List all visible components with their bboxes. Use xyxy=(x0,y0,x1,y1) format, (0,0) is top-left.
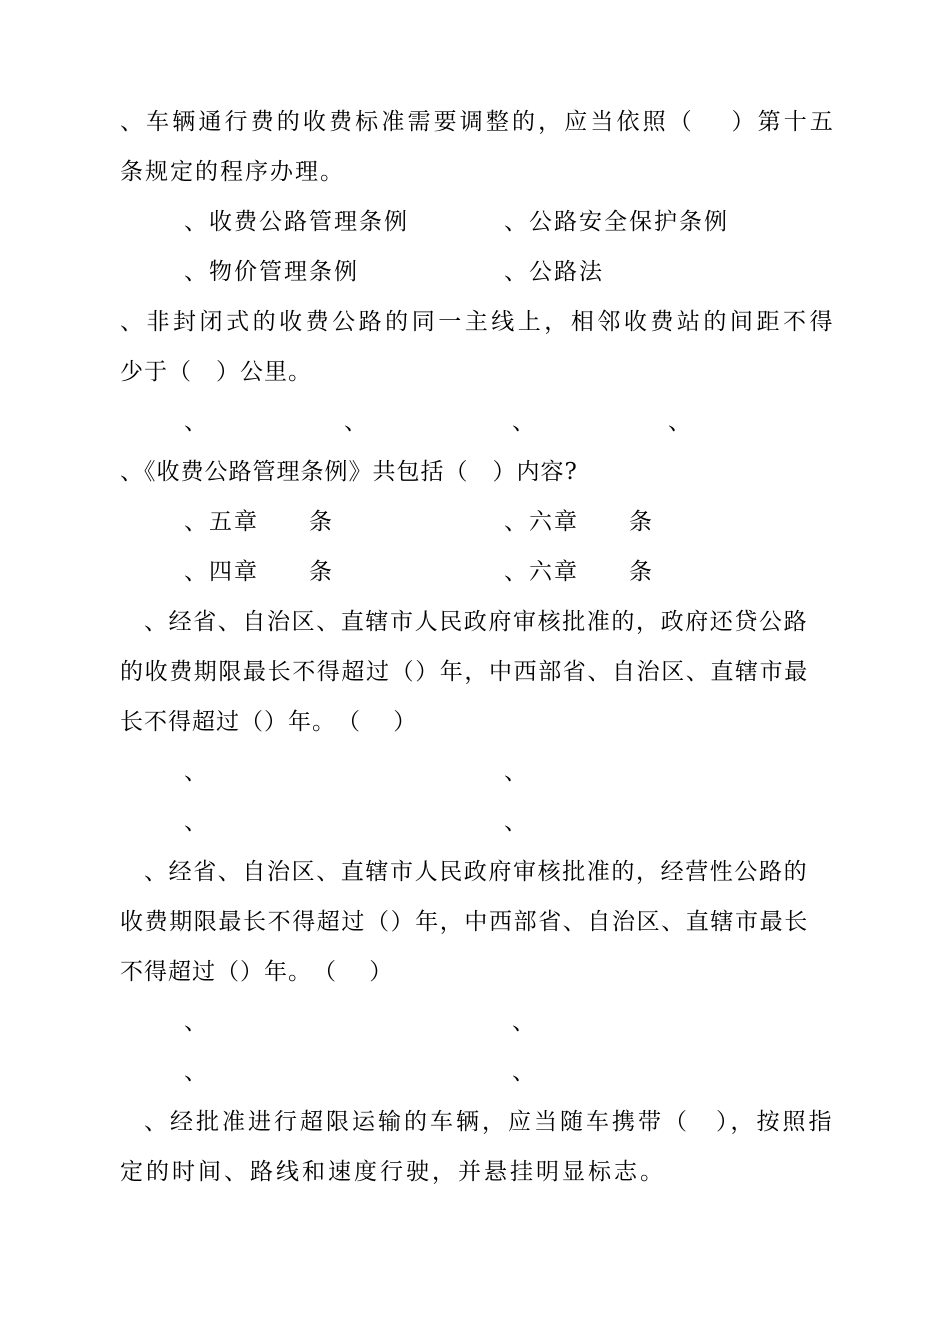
question-5-line-1: 、经省、自治区、直辖市人民政府审核批准的，经营性公路的 xyxy=(144,859,809,885)
question-4-line-3: 长不得超过（）年。 （ ） xyxy=(120,709,418,735)
question-1-option-c: 、物价管理条例 xyxy=(184,259,359,285)
question-5-option-b: 、 xyxy=(512,1009,537,1035)
question-1-line-2: 条规定的程序办理。 xyxy=(120,159,345,185)
question-1-option-d: 、公路法 xyxy=(504,259,604,285)
question-3-option-d: 、六章 条 xyxy=(504,559,654,585)
question-5-option-a: 、 xyxy=(184,1009,209,1035)
question-4-line-1: 、经省、自治区、直辖市人民政府审核批准的，政府还贷公路 xyxy=(144,609,809,635)
question-3-option-b: 、六章 条 xyxy=(504,509,654,535)
question-5-line-3: 不得超过（）年。 （ ） xyxy=(120,959,394,985)
question-4-option-d: 、 xyxy=(504,809,529,835)
question-3-option-a: 、五章 条 xyxy=(184,509,334,535)
question-2-option-b: 、 xyxy=(344,409,369,435)
question-2-option-a: 、 xyxy=(184,409,209,435)
question-5-option-d: 、 xyxy=(512,1059,537,1085)
question-4-line-2: 的收费期限最长不得超过（）年，中西部省、自治区、直辖市最 xyxy=(120,659,809,685)
question-2-option-d: 、 xyxy=(668,409,693,435)
question-6-line-2: 定的时间、路线和速度行驶，并悬挂明显标志。 xyxy=(120,1159,666,1185)
question-6-line-1: 、经批准进行超限运输的车辆，应当随车携带（ ），按照指 xyxy=(144,1109,835,1135)
question-2-line-2: 少于（ ）公里。 xyxy=(120,359,312,385)
question-4-option-c: 、 xyxy=(184,809,209,835)
question-5-option-c: 、 xyxy=(184,1059,209,1085)
question-1-line-1: 、车辆通行费的收费标准需要调整的，应当依照（ ）第十五 xyxy=(120,109,836,135)
question-1-option-b: 、公路安全保护条例 xyxy=(504,209,729,235)
question-1-option-a: 、收费公路管理条例 xyxy=(184,209,409,235)
question-5-line-2: 收费期限最长不得超过（）年，中西部省、自治区、直辖市最长 xyxy=(120,909,809,935)
question-2-line-1: 、非封闭式的收费公路的同一主线上，相邻收费站的间距不得 xyxy=(120,309,836,335)
question-3-option-c: 、四章 条 xyxy=(184,559,334,585)
question-4-option-b: 、 xyxy=(504,759,529,785)
question-4-option-a: 、 xyxy=(184,759,209,785)
question-3-line-1: 、《收费公路管理条例》共包括（ ）内容? xyxy=(120,459,578,485)
question-2-option-c: 、 xyxy=(512,409,537,435)
